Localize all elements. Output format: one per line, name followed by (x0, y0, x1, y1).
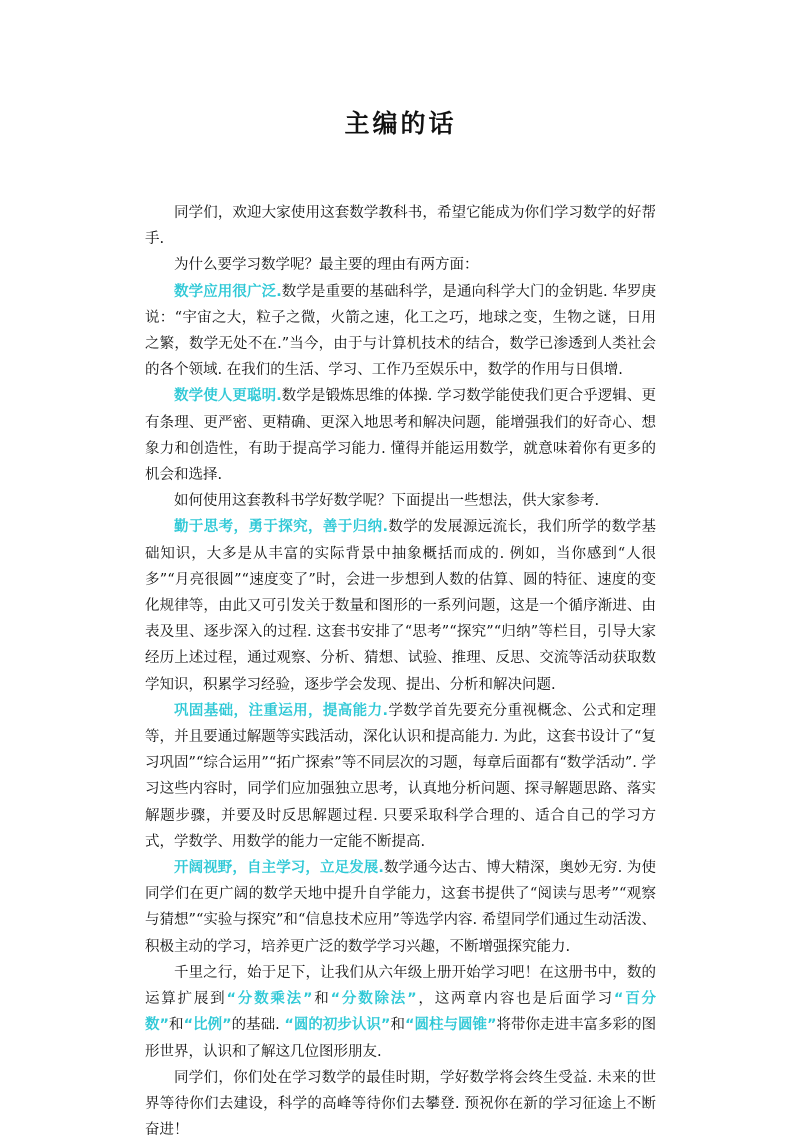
paragraph (145, 200, 656, 252)
paragraph-text: 和 (312, 991, 331, 1008)
highlight-text: 开阔视野，自主学习，立足发展. (174, 860, 384, 877)
paragraph (145, 252, 656, 278)
highlight-text: “分数除法” (330, 991, 417, 1008)
highlight-text: “分数乘法” (226, 991, 313, 1008)
paragraph-text: 将带你走进丰富多彩的图形世界，认识和了解这几位图形朋友. (145, 1017, 657, 1060)
paragraph-text: 数学通今达古、博大精深，奥妙无穷. 为使同学们在更广阔的数学天地中提升自学能力，这套书提供了“阅读与思考”“观察与猜想”“实验与探究”和“信息技术应用”等选学内容. 希望同学们通过生动活泼、积极主动的学习，培养更广泛的数学学习兴趣，不断增强探究能力. (145, 860, 657, 955)
highlight-text: “比例” (183, 1017, 232, 1034)
paragraph (145, 279, 656, 384)
paragraph-text: ，这两章内容也是后面学习 (416, 991, 614, 1008)
paragraph-text: 和 (390, 1017, 405, 1034)
highlight-text: 巩固基础，注重运用，提高能力. (174, 702, 388, 719)
article-body (145, 200, 656, 1143)
paragraph-text: 和 (169, 1017, 184, 1034)
paragraph (145, 514, 656, 697)
paragraph-text: 数学是锻炼思维的体操. 学习数学能使我们更合乎逻辑、更有条理、更严密、更精确、更深入地思考和解决问题，能增强我们的好奇心、想象力和创造性，有助于提高学习能力. 懂得并能运用数学，就意味着你有更多的机会和选择. (145, 388, 656, 484)
highlight-text: 勤于思考，勇于探究，善于归纳. (174, 519, 388, 536)
paragraph-text: 的基础. (231, 1017, 285, 1034)
paragraph-text: 千里之行，始于足下，让我们从六年级上册开始学习吧！在这册书中，数的运算扩展到 (145, 964, 656, 1008)
paragraph (145, 488, 656, 514)
paragraph (145, 960, 656, 1065)
paragraph-text: 数学是重要的基础科学，是通向科学大门的金钥匙. 华罗庚说：“宇宙之大，粒子之微，火箭之速，化工之巧，地球之变，生物之谜，日用之繁，数学无处不在.”当今，由于与计算机技术的结合，数学已渗透到人类社会的各个领域. 在我们的生活、学习、工作乃至娱乐中，数学的作用与日俱增. (145, 283, 656, 379)
highlight-text: 数学使人更聪明. (174, 388, 282, 405)
paragraph-text: 学数学首先要充分重视概念、公式和定理等，并且要通过解题等实践活动，深化认识和提高能力. 为此，这套书设计了“复习巩固”“综合运用”“拓广探索”等不同层次的习题，每章后面都有“数学活动”. 学习这些内容时，同学们应加强独立思考，认真地分析问题、探寻解题思路、落实解题步骤，并要及时反思解题过程. 只要采取科学合理的、适合自己的学习方式，学数学、用数学的能力一定能不断提高. (145, 702, 657, 850)
paragraph (145, 855, 656, 960)
highlight-text: 数学应用很广泛. (174, 283, 282, 300)
paragraph-text: 为什么要学习数学呢？最主要的理由有两方面： (174, 257, 479, 274)
page-title: 主编的话 (344, 109, 457, 138)
paragraph (145, 698, 656, 855)
paragraph-text: 同学们，欢迎大家使用这套数学教科书，希望它能成为你们学习数学的好帮手. (145, 205, 656, 248)
paragraph (145, 383, 656, 488)
paragraph (145, 1065, 656, 1143)
paragraph-text: 同学们，你们处在学习数学的最佳时期，学好数学将会终生受益. 未来的世界等待你们去建设，科学的高峰等待你们去攀登. 预祝你在新的学习征途上不断奋进！ (145, 1069, 656, 1139)
highlight-text: “百分数” (145, 991, 657, 1034)
paragraph-text: 数学的发展源远流长，我们所学的数学基础知识，大多是从丰富的实际背景中抽象概括而成的. 例如，当你感到“人很多”“月亮很圆”“速度变了”时，会进一步想到人数的估算、圆的特征、速度的变化规律等，由此又可引发关于数量和图形的一系列问题，这是一个循序渐进、由表及里、逐步深入的过程. 这套书安排了“思考”“探究”“归纳”等栏目，引导大家经历上述过程，通过观察、分析、猜想、试验、推理、反思、交流等活动获取数学知识，积累学习经验，逐步学会发现、提出、分析和解决问题. (145, 519, 657, 693)
highlight-text: “圆柱与圆锥” (404, 1017, 497, 1034)
highlight-text: “圆的初步认识” (284, 1017, 391, 1034)
paragraph-text: 如何使用这套教科书学好数学呢？下面提出一些想法，供大家参考. (174, 493, 600, 510)
